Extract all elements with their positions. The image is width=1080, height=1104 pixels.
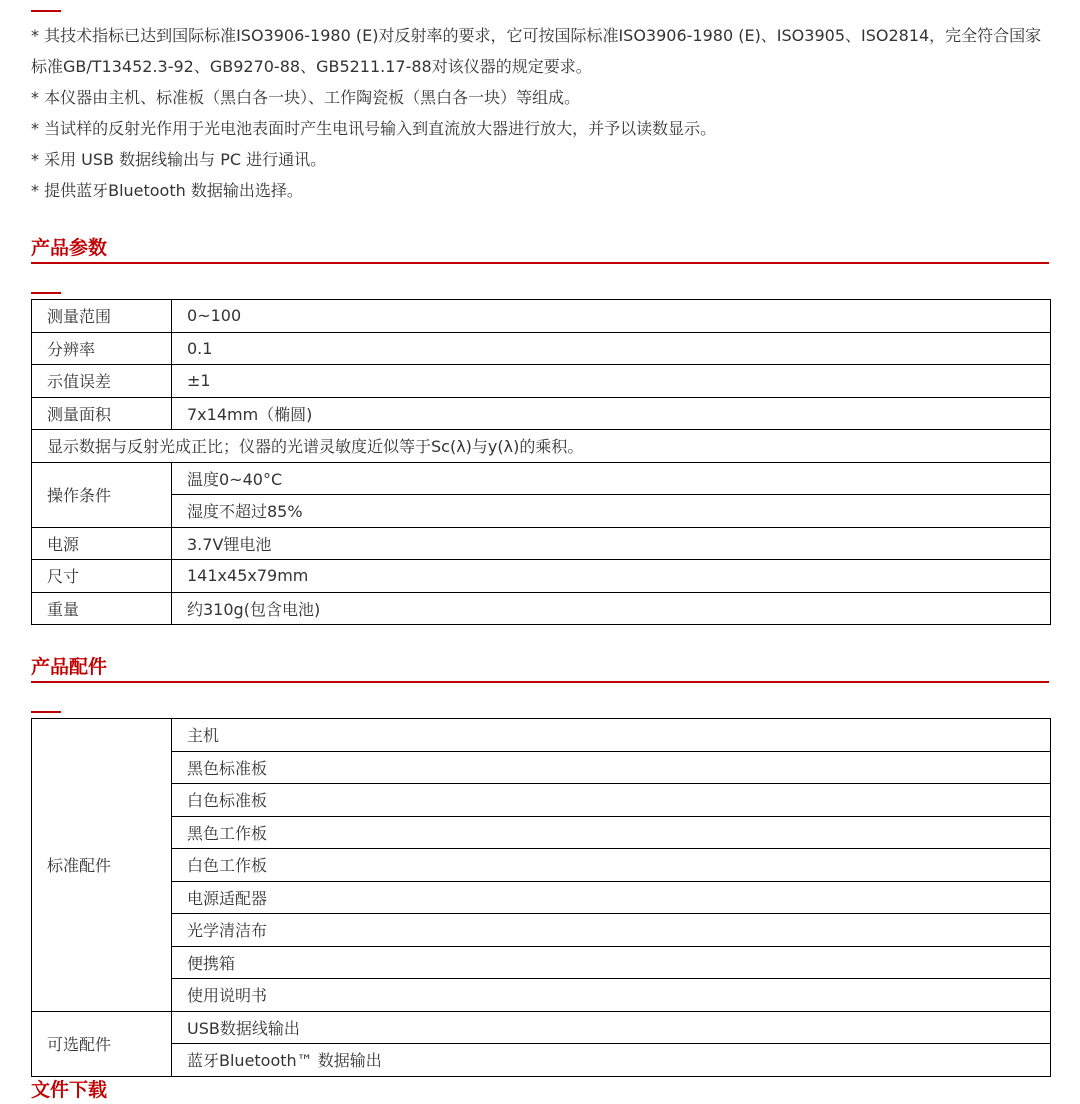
table-row bbox=[32, 495, 1051, 528]
table-row bbox=[32, 849, 1051, 882]
intro-line: * 提供蓝牙Bluetooth 数据输出选择。 bbox=[31, 181, 303, 200]
accessory-group-label: 可选配件 bbox=[32, 1011, 172, 1076]
param-value: 温度0~40°C bbox=[172, 462, 1051, 495]
param-label: 电源 bbox=[32, 527, 172, 560]
table-row bbox=[32, 332, 1051, 365]
accessory-item: 使用说明书 bbox=[172, 979, 1051, 1012]
param-value: 0.1 bbox=[172, 332, 1051, 365]
table-row bbox=[32, 1011, 1051, 1044]
accessory-group-label: 标准配件 bbox=[32, 719, 172, 1012]
table-row bbox=[32, 1044, 1051, 1077]
param-value: 3.7V锂电池 bbox=[172, 527, 1051, 560]
table-row bbox=[32, 946, 1051, 979]
table-row bbox=[32, 979, 1051, 1012]
param-label: 测量面积 bbox=[32, 397, 172, 430]
intro-line: * 采用 USB 数据线输出与 PC 进行通讯。 bbox=[31, 150, 327, 169]
param-label: 测量范围 bbox=[32, 300, 172, 333]
section-title-params bbox=[31, 238, 1049, 264]
param-label: 重量 bbox=[32, 592, 172, 625]
section-accent-mark bbox=[31, 711, 61, 713]
section-title-text: 产品配件 bbox=[31, 656, 108, 678]
param-value: 湿度不超过85% bbox=[172, 495, 1051, 528]
section-title-accessories bbox=[31, 657, 1049, 683]
table-row bbox=[32, 881, 1051, 914]
table-row bbox=[32, 462, 1051, 495]
accessory-item: 电源适配器 bbox=[172, 881, 1051, 914]
params-table bbox=[31, 299, 1051, 625]
table-row bbox=[32, 751, 1051, 784]
table-row bbox=[32, 784, 1051, 817]
table-row bbox=[32, 592, 1051, 625]
param-value: 7x14mm（椭圆) bbox=[172, 397, 1051, 430]
param-value: 141x45x79mm bbox=[172, 560, 1051, 593]
table-row bbox=[32, 816, 1051, 849]
section-title-text: 产品参数 bbox=[31, 237, 108, 259]
section-accent-mark bbox=[31, 292, 61, 294]
top-accent-bar bbox=[31, 10, 61, 12]
param-value: 0~100 bbox=[172, 300, 1051, 333]
section-title-text: 文件下载 bbox=[31, 1079, 108, 1101]
accessory-item: 光学清洁布 bbox=[172, 914, 1051, 947]
param-label: 分辨率 bbox=[32, 332, 172, 365]
table-row bbox=[32, 914, 1051, 947]
param-label: 示值误差 bbox=[32, 365, 172, 398]
accessory-item: 蓝牙Bluetooth™ 数据输出 bbox=[172, 1044, 1051, 1077]
accessory-item: 白色标准板 bbox=[172, 784, 1051, 817]
accessory-item: 黑色标准板 bbox=[172, 751, 1051, 784]
intro-line: * 本仪器由主机、标准板（黑白各一块）、工作陶瓷板（黑白各一块）等组成。 bbox=[31, 88, 581, 107]
param-value: 约310g(包含电池) bbox=[172, 592, 1051, 625]
accessory-item: USB数据线输出 bbox=[172, 1011, 1051, 1044]
param-note: 显示数据与反射光成正比；仪器的光谱灵敏度近似等于Sc(λ)与y(λ)的乘积。 bbox=[32, 430, 1051, 463]
intro-text bbox=[31, 20, 1051, 206]
section-title-downloads bbox=[31, 1080, 1049, 1104]
table-row bbox=[32, 719, 1051, 752]
table-row bbox=[32, 300, 1051, 333]
intro-line: * 其技术指标已达到国际标准ISO3906-1980 (E)对反射率的要求，它可按国际标准ISO3906-1980 (E)、ISO3905、ISO2814，完全符合国家标准GB/T13452.3-92、GB9270-88、GB5211.17-88对该仪器的规定要求。 bbox=[31, 26, 1042, 76]
param-value: ±1 bbox=[172, 365, 1051, 398]
param-label: 尺寸 bbox=[32, 560, 172, 593]
table-row bbox=[32, 430, 1051, 463]
table-row bbox=[32, 365, 1051, 398]
accessory-item: 黑色工作板 bbox=[172, 816, 1051, 849]
table-row bbox=[32, 397, 1051, 430]
table-row bbox=[32, 527, 1051, 560]
table-row bbox=[32, 560, 1051, 593]
accessory-item: 主机 bbox=[172, 719, 1051, 752]
accessories-table bbox=[31, 718, 1051, 1077]
param-label: 操作条件 bbox=[32, 462, 172, 527]
accessory-item: 便携箱 bbox=[172, 946, 1051, 979]
intro-line: * 当试样的反射光作用于光电池表面时产生电讯号输入到直流放大器进行放大，并予以读数显示。 bbox=[31, 119, 717, 138]
accessory-item: 白色工作板 bbox=[172, 849, 1051, 882]
